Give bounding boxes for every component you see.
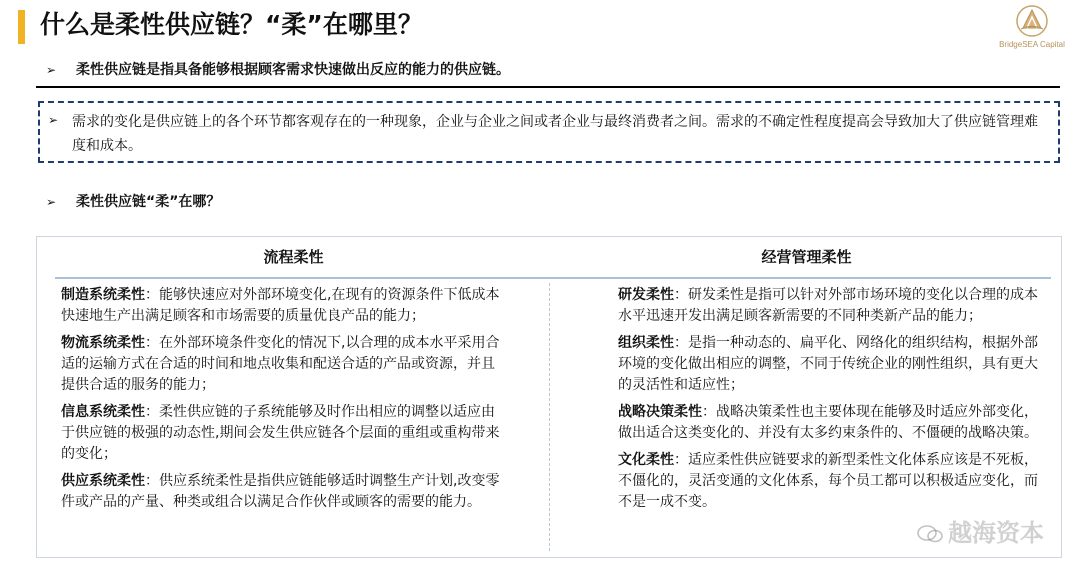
item-text: ：战略决策柔性也主要体现在能够及时适应外部变化，做出适合这类变化的、并没有太多约束条件的、不僵硬的战略决策。 bbox=[618, 404, 1038, 441]
demand-note-text: 需求的变化是供应链上的各个环节都客观存在的一种现象，企业与企业之间或者企业与最终消费者之间。需求的不确定性程度提高会导致加大了供应链管理难度和成本。 bbox=[72, 114, 1038, 154]
demand-note-box bbox=[38, 101, 1060, 163]
arrow-bullet-icon: ➢ bbox=[46, 195, 57, 209]
item-key: 研发柔性 bbox=[618, 287, 674, 303]
item-text: ：供应系统柔性是指供应链能够适时调整生产计划,改变零件或产品的产量、种类或组合以满足合作伙伴或顾客的需要的能力。 bbox=[61, 473, 500, 510]
management-flexibility-heading: 经营管理柔性 bbox=[761, 248, 852, 266]
item-key: 信息系统柔性 bbox=[61, 404, 145, 420]
item-key: 组织柔性 bbox=[618, 335, 674, 351]
item-text: ：在外部环境条件变化的情况下,以合理的成本水平采用合适的运输方式在合适的时间和地点收集和配送合适的产品或资源，并且提供合适的服务的能力； bbox=[61, 335, 500, 393]
arrow-bullet-icon: ➢ bbox=[46, 63, 57, 77]
item-text: ：柔性供应链的子系统能够及时作出相应的调整以适应由于供应链的极强的动态性,期间会发生供应链各个层面的重组或重构带来的变化； bbox=[61, 404, 500, 462]
process-flexibility-column bbox=[37, 237, 550, 557]
item-text: ：是指一种动态的、扁平化、网络化的组织结构，根据外部环境的变化做出相应的调整，不同于传统企业的刚性组织，具有更大的灵活性和适应性； bbox=[618, 335, 1038, 393]
question-bullet bbox=[46, 190, 220, 214]
item-key: 文化柔性 bbox=[618, 452, 674, 468]
list-item bbox=[61, 471, 501, 513]
list-item bbox=[618, 285, 1048, 327]
page-title: 什么是柔性供应链？“柔”在哪里？ bbox=[40, 10, 423, 39]
list-item bbox=[61, 402, 501, 465]
wechat-icon bbox=[916, 524, 944, 544]
watermark-text: 越海资本 bbox=[948, 519, 1044, 547]
item-key: 供应系统柔性 bbox=[61, 473, 145, 489]
arrow-bullet-icon: ➢ bbox=[48, 113, 59, 127]
list-item bbox=[61, 333, 501, 396]
watermark bbox=[916, 513, 1044, 548]
company-logo bbox=[992, 4, 1072, 56]
logo-text: BridgeSEA Capital bbox=[999, 40, 1065, 49]
bridgesea-logo-icon bbox=[1015, 4, 1049, 38]
title-accent-bar bbox=[18, 10, 25, 44]
list-item bbox=[618, 450, 1048, 513]
process-flexibility-list bbox=[61, 285, 501, 519]
definition-text: 柔性供应链是指具备能够根据顾客需求快速做出反应的能力的供应链。 bbox=[76, 62, 510, 78]
item-key: 战略决策柔性 bbox=[618, 404, 702, 420]
flexibility-panel bbox=[36, 236, 1062, 558]
item-key: 制造系统柔性 bbox=[61, 287, 145, 303]
item-text: ：适应柔性供应链要求的新型柔性文化体系应该是不死板，不僵化的，灵活变通的文化体系，每个员工都可以积极适应变化，而不是一成不变。 bbox=[618, 452, 1038, 510]
question-text: 柔性供应链“柔”在哪？ bbox=[76, 194, 221, 210]
management-flexibility-list bbox=[618, 285, 1048, 519]
definition-bullet bbox=[46, 58, 510, 82]
item-key: 物流系统柔性 bbox=[61, 335, 145, 351]
item-text: ：研发柔性是指可以针对外部市场环境的变化以合理的成本水平迅速开发出满足顾客新需要的不同种类新产品的能力； bbox=[618, 287, 1038, 324]
list-item bbox=[618, 333, 1048, 396]
list-item bbox=[618, 402, 1048, 444]
item-text: ：能够快速应对外部环境变化,在现有的资源条件下低成本快速地生产出满足顾客和市场需要的质量优良产品的能力； bbox=[61, 287, 500, 324]
header-rule bbox=[36, 86, 1060, 88]
management-flexibility-column bbox=[550, 237, 1063, 557]
process-flexibility-heading: 流程柔性 bbox=[263, 248, 324, 266]
list-item bbox=[61, 285, 501, 327]
